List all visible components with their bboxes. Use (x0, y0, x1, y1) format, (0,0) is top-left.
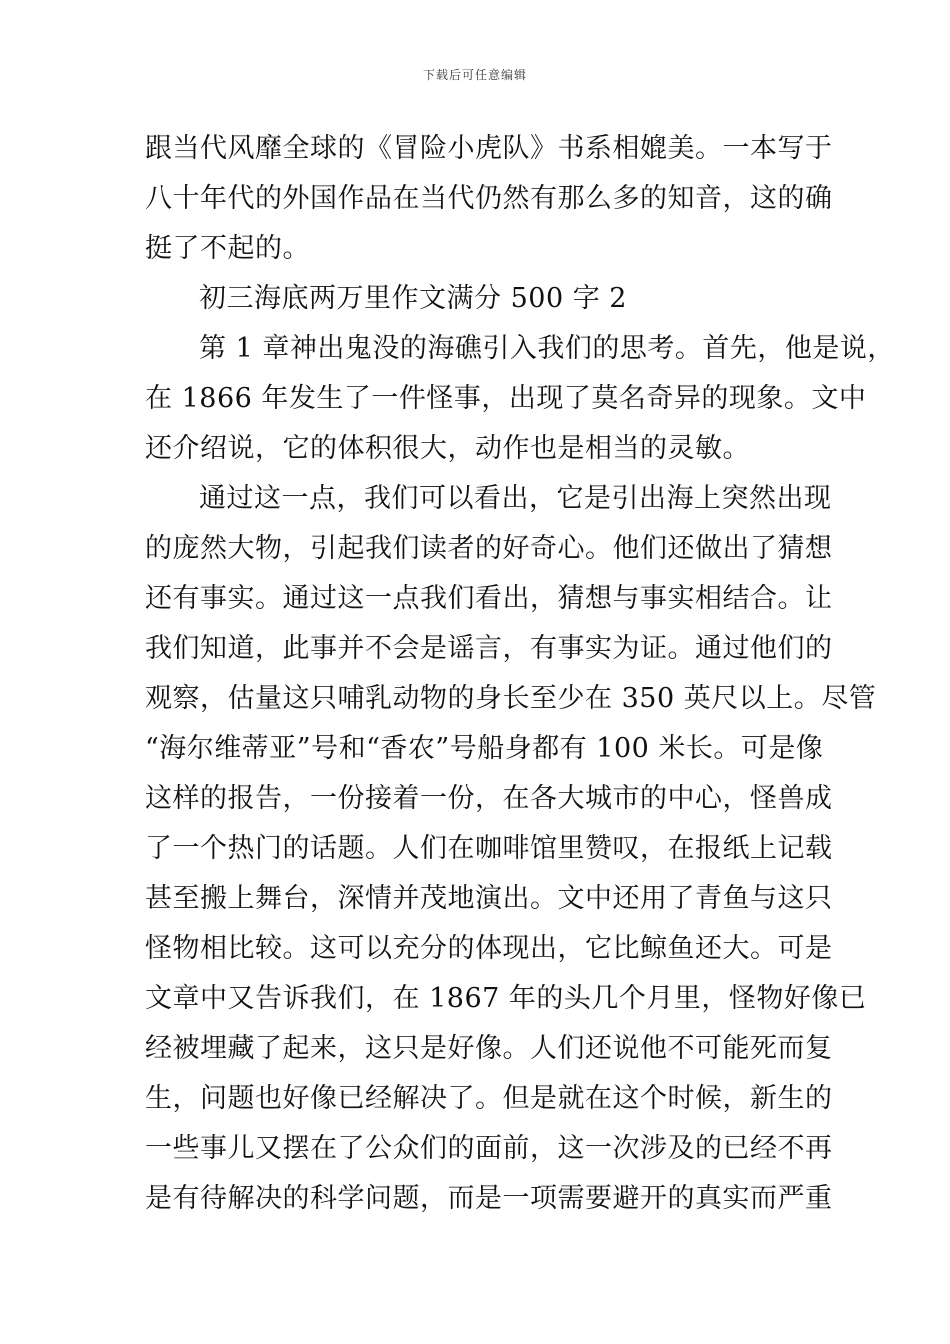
text-line: 是有待解决的科学问题，而是一项需要避开的真实而严重 (145, 1183, 833, 1214)
text-line: 了一个热门的话题。人们在咖啡馆里赞叹，在报纸上记载 (145, 833, 833, 864)
text-line: 还介绍说，它的体积很大，动作也是相当的灵敏。 (145, 433, 750, 464)
text-line: 的庞然大物，引起我们读者的好奇心。他们还做出了猜想 (145, 533, 833, 564)
text-line: 甚至搬上舞台，深情并茂地演出。文中还用了青鱼与这只 (145, 883, 833, 914)
text-line: 一些事儿又摆在了公众们的面前，这一次涉及的已经不再 (145, 1133, 833, 1164)
document-body (145, 124, 895, 1224)
text-line: 跟当代风靡全球的《冒险小虎队》书系相媲美。一本写于 (145, 133, 833, 164)
text-line: 这样的报告，一份接着一份，在各大城市的中心，怪兽成 (145, 783, 833, 814)
text-line: 挺了不起的。 (145, 233, 310, 264)
page-header: 下载后可任意编辑 (422, 68, 527, 82)
text-line: 我们知道，此事并不会是谣言，有事实为证。通过他们的 (145, 633, 833, 664)
section-heading: 初三海底两万里作文满分 500 字 2 (199, 283, 627, 314)
text-line: 观察，估量这只哺乳动物的身长至少在 350 英尺以上。尽管 (145, 683, 877, 714)
text-line: 在 1866 年发生了一件怪事，出现了莫名奇异的现象。文中 (145, 383, 867, 414)
text-line: 还有事实。通过这一点我们看出，猜想与事实相结合。让 (145, 583, 833, 614)
text-line: 生，问题也好像已经解决了。但是就在这个时候，新生的 (145, 1083, 833, 1114)
text-line: 八十年代的外国作品在当代仍然有那么多的知音，这的确 (145, 183, 833, 214)
text-line: 通过这一点，我们可以看出，它是引出海上突然出现 (199, 483, 832, 514)
text-line: 文章中又告诉我们，在 1867 年的头几个月里，怪物好像已 (145, 983, 867, 1014)
text-line: 经被埋藏了起来，这只是好像。人们还说他不可能死而复 (145, 1033, 833, 1064)
text-line: 怪物相比较。这可以充分的体现出，它比鲸鱼还大。可是 (145, 933, 833, 964)
text-line: 第 1 章神出鬼没的海礁引入我们的思考。首先，他是说， (199, 333, 895, 364)
text-line: “海尔维蒂亚”号和“香农”号船身都有 100 米长。可是像 (145, 733, 824, 764)
